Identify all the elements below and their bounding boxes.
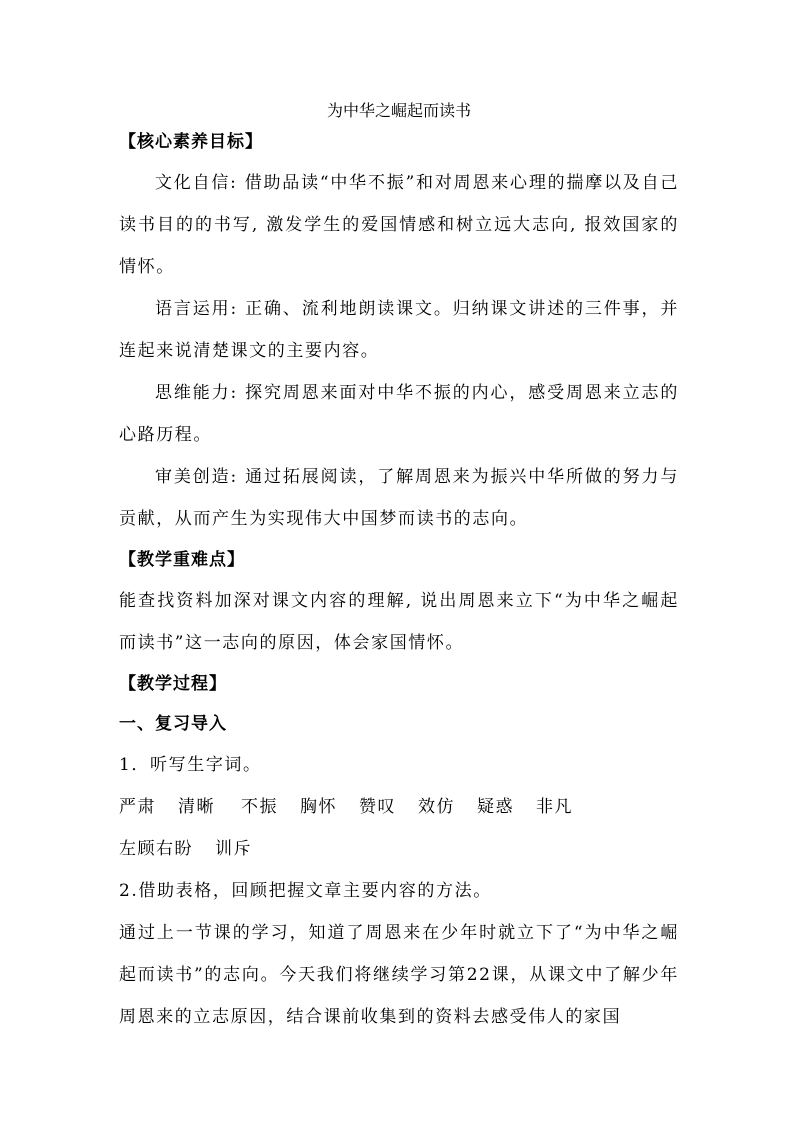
goal-culture: 文化自信: 借助品读“中华不振”和对周恩来心理的揣摩以及自己读书目的的书写, 激发学生的爱国情感和树立远大志向, 报效国家的情怀。 bbox=[119, 173, 679, 277]
key-points-heading: 【教学重难点】 bbox=[119, 550, 245, 570]
step-2: 2.借助表格，回顾把握文章主要内容的方法。 bbox=[119, 881, 492, 901]
vocab-word: 赞叹 bbox=[359, 797, 396, 817]
document-page bbox=[119, 96, 679, 1038]
intro-text: 通过上一节课的学习，知道了周恩来在少年时就立下了“为中华之崛起而读书”的志向。今天我们将继续学习第22课，从课文中了解少年周恩来的立志原因，结合课前收集到的资料去感受伟人的家国 bbox=[119, 923, 679, 1027]
vocab-word: 清晰 bbox=[178, 797, 215, 817]
goal-thinking: 思维能力: 探究周恩来面对中华不振的内心，感受周恩来立志的心路历程。 bbox=[119, 383, 679, 445]
vocab-line-2 bbox=[119, 828, 679, 870]
vocab-word: 非凡 bbox=[536, 797, 573, 817]
vocab-word: 左顾右盼 bbox=[119, 839, 193, 859]
vocab-word: 严肃 bbox=[119, 797, 156, 817]
vocab-word: 胸怀 bbox=[300, 797, 337, 817]
vocab-word: 训斥 bbox=[215, 839, 252, 859]
vocab-word: 效仿 bbox=[418, 797, 455, 817]
document-title: 为中华之崛起而读书 bbox=[326, 101, 471, 120]
process-heading: 【教学过程】 bbox=[119, 674, 227, 694]
vocab-word: 不振 bbox=[241, 797, 278, 817]
key-points-text: 能查找资料加深对课文内容的理解, 说出周恩来立下“为中华之崛起而读书”这一志向的原因，体会家国情怀。 bbox=[119, 591, 679, 653]
step-1: 1．听写生字词。 bbox=[119, 755, 262, 775]
vocab-line-1 bbox=[119, 786, 679, 828]
review-heading: 一、复习导入 bbox=[119, 714, 227, 734]
goal-aesthetic: 审美创造: 通过拓展阅读，了解周恩来为振兴中华所做的努力与贡献，从而产生为实现伟大中国梦而读书的志向。 bbox=[119, 467, 679, 529]
vocab-word: 疑惑 bbox=[477, 797, 514, 817]
core-goals-heading: 【核心素养目标】 bbox=[119, 132, 263, 152]
goal-language: 语言运用: 正确、流利地朗读课文。归纳课文讲述的三件事，并连起来说清楚课文的主要内容。 bbox=[119, 299, 679, 361]
